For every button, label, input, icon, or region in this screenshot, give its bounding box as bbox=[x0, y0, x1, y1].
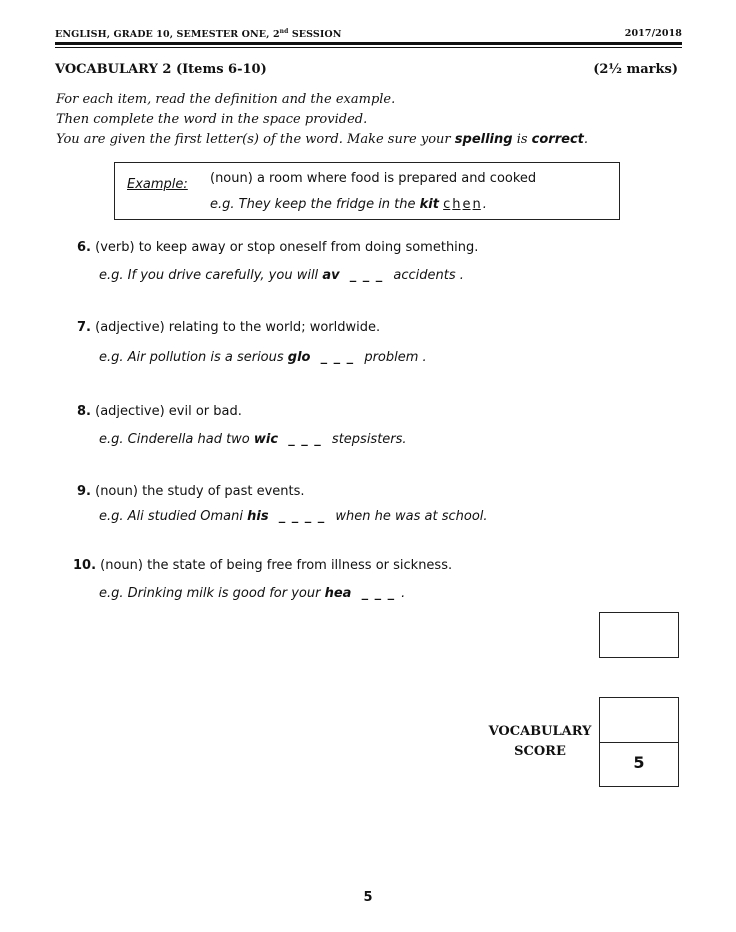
section-title: VOCABULARY 2 (Items 6-10) bbox=[55, 62, 267, 77]
item-6-example: e.g. If you drive carefully, you will av _ _ _ accidents . bbox=[99, 268, 464, 283]
item-9-example: e.g. Ali studied Omani his _ _ _ _ when he was at school. bbox=[99, 509, 488, 524]
example-label: Example: bbox=[127, 177, 188, 192]
section-marks: (2½ marks) bbox=[593, 62, 678, 77]
item-6-definition: 6. (verb) to keep away or stop oneself from doing something. bbox=[77, 240, 479, 255]
header-year: 2017/2018 bbox=[624, 28, 682, 39]
page-number: 5 bbox=[363, 890, 373, 905]
score-divider bbox=[600, 742, 678, 743]
vocabulary-score-box[interactable] bbox=[599, 697, 679, 787]
instruction-line-3: You are given the first letter(s) of the word. Make sure your spelling is correct. bbox=[56, 132, 589, 147]
item-8-example: e.g. Cinderella had two wic _ _ _ stepsisters. bbox=[99, 432, 407, 447]
instructions bbox=[56, 90, 696, 150]
item-10-example: e.g. Drinking milk is good for your hea _ _ _ . bbox=[99, 586, 406, 601]
vocabulary-score-label: VOCABULARY SCORE bbox=[488, 724, 592, 759]
item-9-blank[interactable]: _ _ _ _ bbox=[278, 509, 326, 524]
item-6-blank[interactable]: _ _ _ bbox=[349, 268, 384, 283]
marker-box bbox=[599, 612, 679, 658]
item-8-definition: 8. (adjective) evil or bad. bbox=[77, 404, 242, 419]
page-header bbox=[55, 28, 682, 40]
item-7-definition: 7. (adjective) relating to the world; worldwide. bbox=[77, 320, 381, 335]
instruction-line-2: Then complete the word in the space provided. bbox=[56, 112, 368, 127]
score-max: 5 bbox=[633, 753, 645, 772]
item-8-blank[interactable]: _ _ _ bbox=[288, 432, 322, 447]
item-7-blank[interactable]: _ _ _ bbox=[320, 350, 355, 365]
header-course: ENGLISH, GRADE 10, SEMESTER ONE, 2nd SESSION bbox=[55, 28, 342, 41]
instruction-line-1: For each item, read the definition and the example. bbox=[56, 92, 396, 107]
item-7-example: e.g. Air pollution is a serious glo _ _ _ problem . bbox=[99, 350, 427, 365]
item-10-blank[interactable]: _ _ _ bbox=[361, 586, 396, 601]
item-10-definition: 10. (noun) the state of being free from illness or sickness. bbox=[73, 558, 453, 573]
example-sentence: e.g. They keep the fridge in the kit c h e n . bbox=[210, 197, 487, 212]
item-9-definition: 9. (noun) the study of past events. bbox=[77, 484, 305, 499]
section-heading bbox=[55, 62, 678, 77]
example-definition: (noun) a room where food is prepared and cooked bbox=[210, 171, 537, 186]
header-rule-thin bbox=[55, 47, 682, 48]
header-rule-thick bbox=[55, 42, 682, 45]
example-box bbox=[114, 162, 620, 220]
